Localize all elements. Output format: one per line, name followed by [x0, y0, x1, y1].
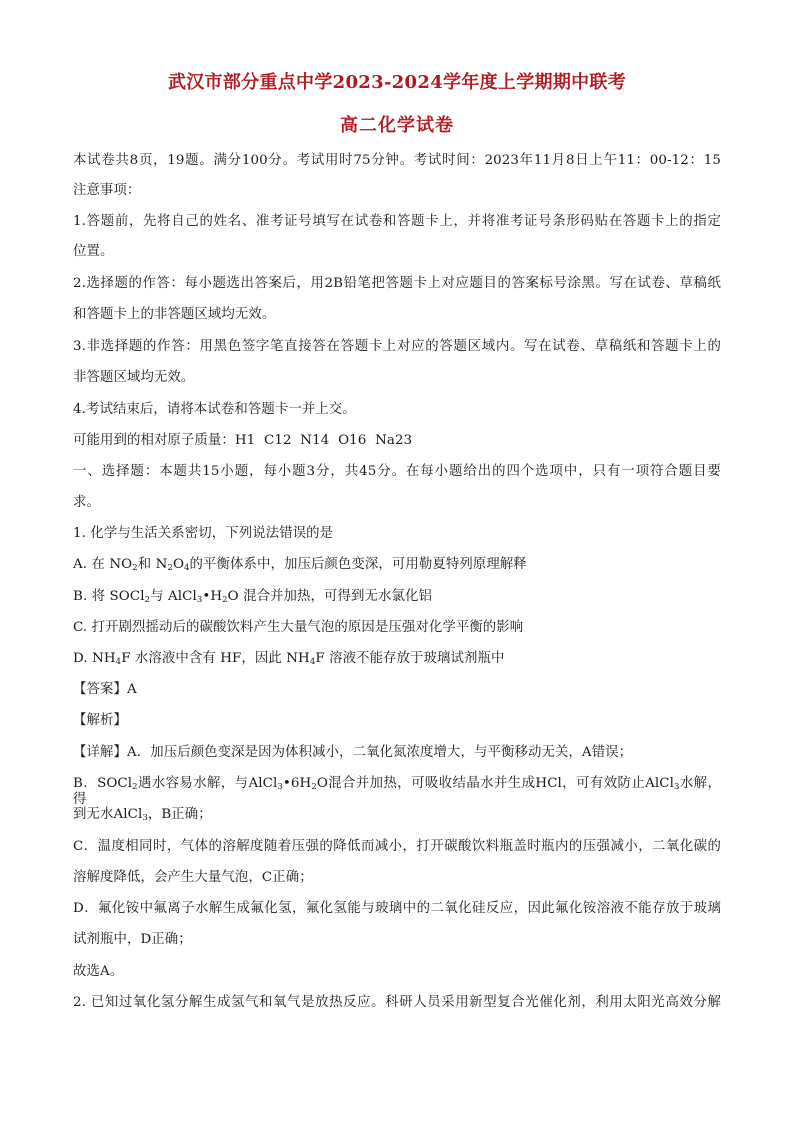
notice-item-3-cont: 非答题区域均无效。 [73, 370, 195, 385]
notice-item-1-cont: 位置。 [73, 244, 114, 259]
question-1-option-d: D. $NH_4F$ 水溶液中含有 HF，因此 $NH_4F$ 溶液不能存放于玻璃试剂瓶中 [73, 651, 505, 667]
notice-item-1: 1.答题前，先将自己的姓名、准考证号填写在试卷和答题卡上，并将准考证号条形码贴在答题卡上的指定 [73, 214, 721, 229]
explanation-b-cont: 到无水AlCl$_3$，B正确； [73, 807, 212, 823]
conclusion: 故选A。 [73, 964, 124, 979]
section-heading-cont: 求。 [73, 495, 100, 510]
explanation-c: C．温度相同时，气体的溶解度随着压强的降低而减小，打开碳酸饮料瓶盖时瓶内的压强减小，二氧化碳的 [73, 839, 721, 854]
notice-item-3: 3.非选择题的作答：用黑色签字笔直接答在答题卡上对应的答题区域内。写在试卷、草稿纸和答题卡上的 [73, 339, 721, 354]
notice-item-2: 2.选择题的作答：每小题选出答案后，用2B铅笔把答题卡上对应题目的答案标号涂黑。写在试卷、草稿纸 [73, 276, 721, 291]
notice-item-4: 4.考试结束后，请将本试卷和答题卡一并上交。 [73, 402, 356, 417]
exam-info: 本试卷共8页，19题。满分100分。考试用时75分钟。考试时间：2023年11月8日上午11：00-12：15 [73, 153, 721, 168]
question-1-option-a: A. 在 $NO_2$和 $N_2O_4$的平衡体系中，加压后颜色变深，可用勒夏特列原理解释 [73, 557, 527, 573]
section-heading: 一、选择题：本题共15小题，每小题3分，共45分。在每小题给出的四个选项中，只有一项符合题目要 [73, 464, 721, 479]
analysis-label: 【解析】 [73, 713, 127, 728]
question-1-option-b: B. 将 SOCl$_2$与 $AlCl_3•H_2O$ 混合并加热，可得到无水氯化铝 [73, 589, 432, 605]
notice-item-2-cont: 和答题卡上的非答题区域均无效。 [73, 307, 276, 322]
notice-title: 注意事项： [73, 183, 141, 198]
atomic-mass-line: 可能用到的相对原子质量：H1 C12 N14 O16 Na23 [73, 433, 413, 448]
explanation-a: 【详解】A．加压后颜色变深是因为体积减小，二氧化氮浓度增大，与平衡移动无关，A错误； [73, 745, 633, 760]
question-1-stem: 1. 化学与生活关系密切，下列说法错误的是 [73, 526, 334, 541]
explanation-d-cont: 试剂瓶中，D正确； [73, 932, 192, 947]
question-2-stem: 2. 已知过氧化氢分解生成氢气和氧气是放热反应。科研人员采用新型复合光催化剂，利用太阳光高效分解 [73, 995, 721, 1010]
exam-title: 武汉市部分重点中学2023-2024学年度上学期期中联考 [167, 72, 627, 93]
explanation-d: D．氟化铵中氟离子水解生成氟化氢，氟化氢能与玻璃中的二氧化硅反应，因此氟化铵溶液不能存放于玻璃 [73, 901, 721, 916]
question-1-option-c: C. 打开剧烈摇动后的碳酸饮料产生大量气泡的原因是压强对化学平衡的影响 [73, 620, 524, 635]
exam-subject-title: 高二化学试卷 [340, 115, 454, 136]
explanation-b: B．SOCl$_2$遇水容易水解，与$AlCl_3•6H_2O$混合并加热，可吸收结晶水并生成HCl，可有效防止AlCl$_3$水解，得 [73, 776, 721, 807]
explanation-c-cont: 溶解度降低，会产生大量气泡，C正确； [73, 870, 313, 885]
answer-label: 【答案】A [73, 682, 137, 697]
